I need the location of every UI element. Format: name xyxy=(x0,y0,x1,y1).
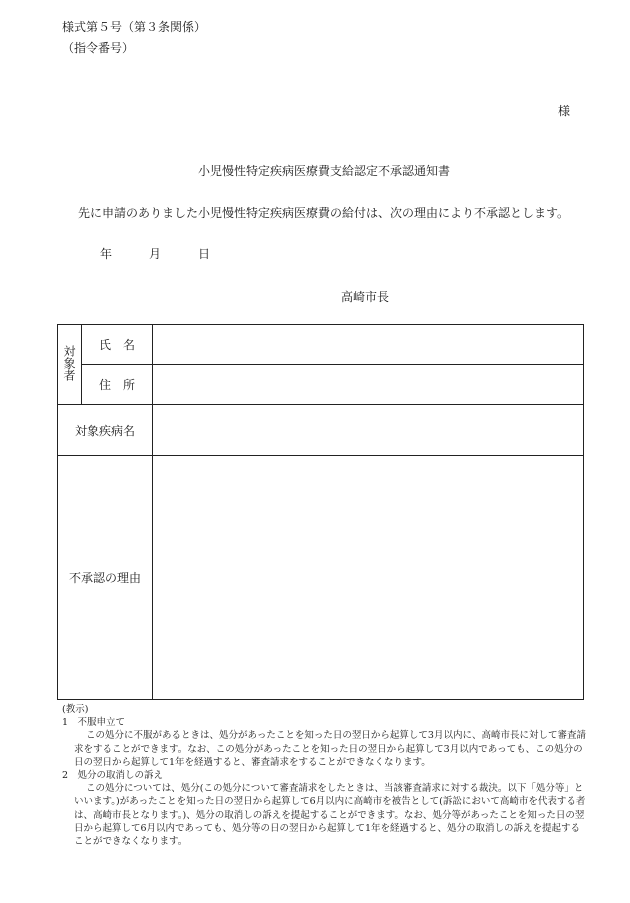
subject-cell xyxy=(58,325,82,405)
form-table xyxy=(57,324,584,700)
lawsuit-text: この処分については、処分(この処分について審査請求をしたときは、当該審査請求に対する裁決。以下「処分等」といいます。)があったことを知った日の翌日から起算して6月以内に高崎市を被告として(訴訟において高崎市を代表する者は、高崎市長となります。)、処分の取消しの訴えを提起することができます。なお、処分等があったことを知った日の翌日から起算して6月以内であっても、処分等の日の翌日から起算して1年を経過すると、処分の取消しの訴えを提起することができなくなります。 xyxy=(74,783,586,848)
lawsuit-title: 2 処分の取消しの訴え xyxy=(62,770,164,782)
form-number: 様式第５号（第３条関係） xyxy=(62,20,207,34)
disease-label: 対象疾病名 xyxy=(58,405,153,456)
appeal-title: 1 不服申立て xyxy=(62,717,126,729)
issuer: 高崎市長 xyxy=(341,290,390,304)
addressee-suffix: 様 xyxy=(558,104,571,118)
date-year: 年 xyxy=(100,247,113,261)
date-month: 月 xyxy=(149,247,162,261)
name-field[interactable] xyxy=(153,325,584,365)
command-number: （指令番号） xyxy=(62,41,135,55)
reason-field[interactable] xyxy=(153,456,584,700)
date-day: 日 xyxy=(198,247,211,261)
instructions-heading: (教示) xyxy=(62,704,89,715)
appeal-text: この処分に不服があるときは、処分があったことを知った日の翌日から起算して3月以内に、高崎市長に対して審査請求をすることができます。なお、この処分があったことを知った日の翌日から起算して3月以内であっても、この処分の日の翌日から起算して1年を経過すると、審査請求をすることができなくなります。 xyxy=(74,730,586,768)
document-title: 小児慢性特定疾病医療費支給認定不承認通知書 xyxy=(198,164,451,178)
address-label: 住 所 xyxy=(82,365,153,405)
reason-label: 不承認の理由 xyxy=(58,456,153,700)
subject-label: 対象者 xyxy=(62,345,76,381)
address-field[interactable] xyxy=(153,365,584,405)
name-label: 氏 名 xyxy=(82,325,153,365)
instructions xyxy=(62,703,586,848)
document-body: 先に申請のありました小児慢性特定疾病医療費の給付は、次の理由により不承認とします。 xyxy=(78,206,570,220)
disease-field[interactable] xyxy=(153,405,584,456)
